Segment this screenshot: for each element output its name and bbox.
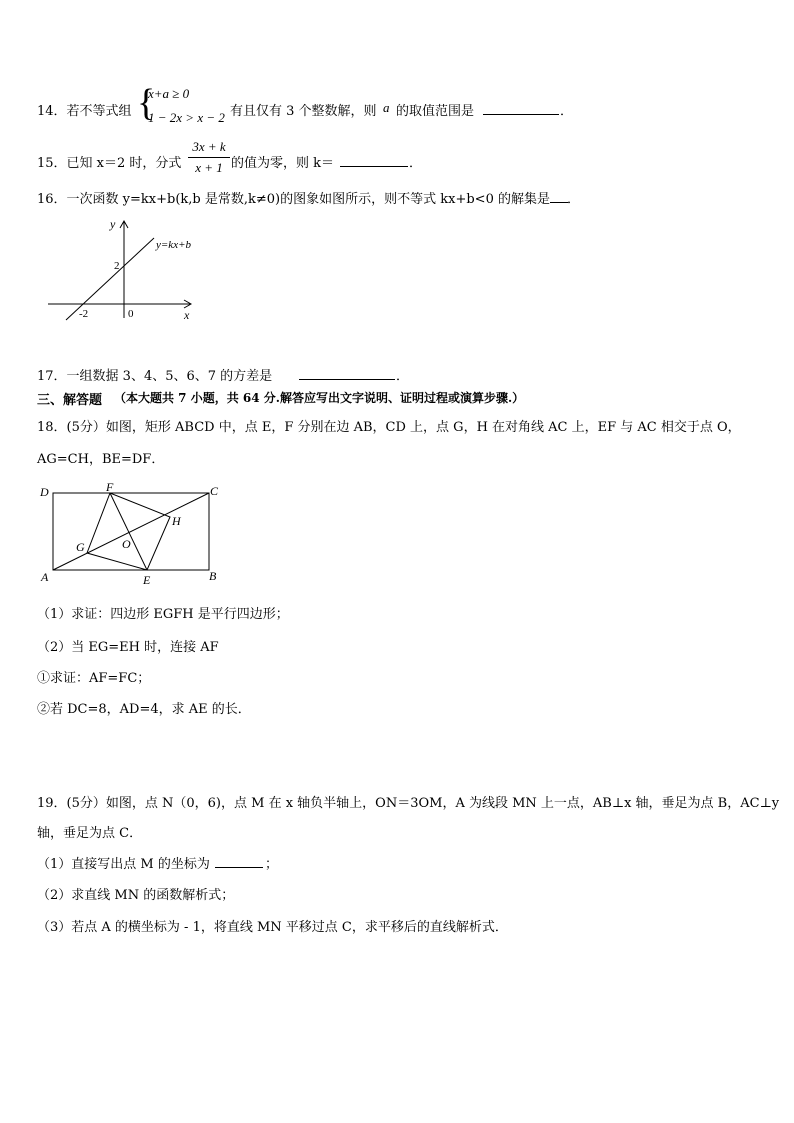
y-intercept-label: 2 xyxy=(114,260,120,272)
q16-graph xyxy=(44,214,204,326)
q14-end: ． xyxy=(560,104,574,119)
q18-part2a: ①求证：AF=FC； xyxy=(37,671,151,686)
q14-suffix-b: 的取值范围是 xyxy=(396,104,475,119)
label-b: B xyxy=(209,569,217,583)
q17-answer-blank[interactable] xyxy=(299,367,395,380)
x-intercept-label: -2 xyxy=(79,308,89,320)
label-d: D xyxy=(40,485,49,499)
q19-part3: （3）若点 A 的横坐标为 - 1，将直线 MN 平移过点 C，求平移后的直线解析式． xyxy=(37,920,508,935)
q14-answer-blank[interactable] xyxy=(483,102,559,115)
label-h: H xyxy=(172,514,181,528)
section-3-note: （本大题共 7 小题，共 64 分.解答应写出文字说明、证明过程或演算步骤.） xyxy=(114,391,525,405)
line-label: y=kx+b xyxy=(156,239,191,251)
label-g: G xyxy=(76,540,85,554)
q18-part2: （2）当 EG=EH 时，连接 AF xyxy=(37,640,219,655)
q17-text: 17．一组数据 3、4、5、6、7 的方差是 xyxy=(37,369,273,384)
label-e: E xyxy=(143,573,151,587)
q14-var: a xyxy=(383,100,390,115)
q15-fraction-bar xyxy=(188,157,230,158)
q18-figure xyxy=(36,480,226,590)
q19-part1-a: （1）直接写出点 M 的坐标为 xyxy=(37,857,210,872)
q14-prefix: 14．若不等式组 xyxy=(37,104,132,119)
segment-ef xyxy=(110,493,147,570)
q19-line2: 轴，垂足为点 C． xyxy=(37,826,143,841)
q18-line2: AG=CH，BE=DF． xyxy=(37,452,165,467)
label-o: O xyxy=(122,537,131,551)
q14-ineq1: x+a ≥ 0 xyxy=(148,86,190,101)
q15-end: ． xyxy=(409,156,423,171)
q16-text: 16．一次函数 y=kx+b(k,b 是常数,k≠0)的图象如图所示，则不等式 kx+b<0 的解集是 xyxy=(37,192,550,207)
origin-label: 0 xyxy=(128,308,134,320)
x-axis-label: x xyxy=(184,308,190,322)
q18-part2b: ②若 DC=8，AD=4，求 AE 的长． xyxy=(37,702,251,717)
q15-suffix: 的值为零，则 k＝ xyxy=(231,156,335,171)
diagonal-ac xyxy=(53,493,209,570)
q14-ineq2: 1 − 2x > x − 2 xyxy=(148,110,225,125)
q18-part1: （1）求证：四边形 EGFH 是平行四边形； xyxy=(37,607,289,622)
label-f: F xyxy=(106,480,114,494)
q17-end: ． xyxy=(396,369,410,384)
q15-denominator: x + 1 xyxy=(195,160,223,175)
section-3-title: 三、解答题 xyxy=(37,393,103,408)
q16-answer-blank[interactable] xyxy=(550,190,568,203)
q15-numerator: 3x + k xyxy=(192,139,226,154)
q14-brace: { xyxy=(137,82,156,124)
q19-line1: 19．(5分）如图，点 N（0，6)，点 M 在 x 轴负半轴上，ON＝3OM，A 为线段 MN 上一点，AB⊥x 轴，垂足为点 B，AC⊥y xyxy=(37,796,780,811)
q19-answer-blank[interactable] xyxy=(215,855,263,868)
y-axis-label: y xyxy=(110,217,116,231)
q15-answer-blank[interactable] xyxy=(340,154,408,167)
label-c: C xyxy=(210,484,219,498)
q18-line1: 18．(5分）如图，矩形 ABCD 中，点 E，F 分别在边 AB，CD 上，点 G，H 在对角线 AC 上，EF 与 AC 相交于点 O， xyxy=(37,420,741,435)
q15-prefix: 15．已知 x＝2 时，分式 xyxy=(37,156,182,171)
q19-part2: （2）求直线 MN 的函数解析式； xyxy=(37,888,235,903)
q14-suffix-a: 有且仅有 3 个整数解，则 xyxy=(230,104,377,119)
q16-end: ． xyxy=(567,192,581,207)
q19-part1-b: ； xyxy=(265,857,279,872)
label-a: A xyxy=(41,570,49,584)
